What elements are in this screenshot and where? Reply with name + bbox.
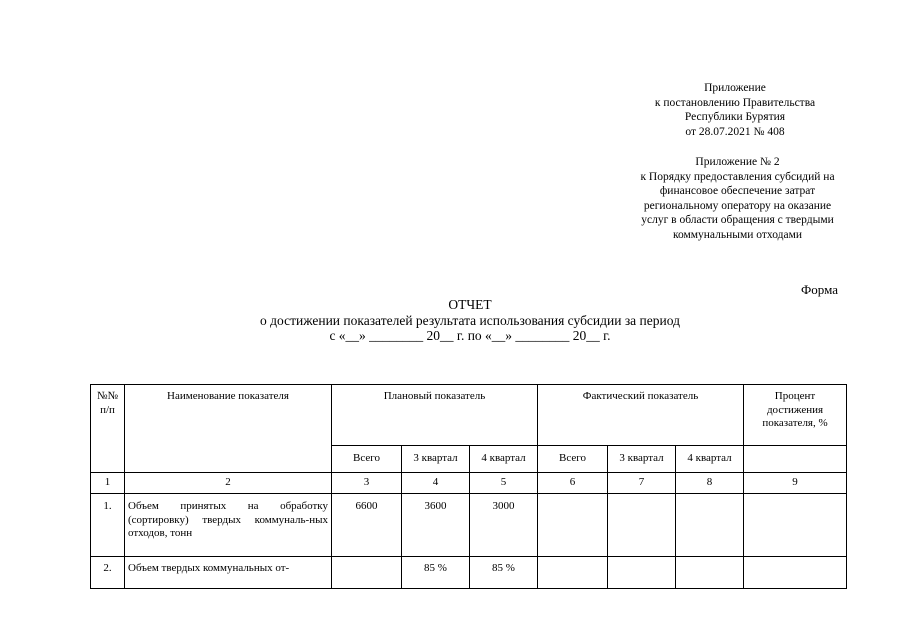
header-actual: Фактический показатель xyxy=(538,385,744,446)
column-number-row xyxy=(91,473,847,494)
header-planned: Плановый показатель xyxy=(332,385,538,446)
appendix-2-line: коммунальными отходами xyxy=(672,228,803,241)
sub-header-plan-q4: 4 квартал xyxy=(470,446,538,473)
row-percent xyxy=(744,557,847,589)
title-line-3: с «__» ________ 20__ г. по «__» ________ 20__ г. xyxy=(329,328,611,343)
appendix-1-line: от 28.07.2021 № 408 xyxy=(685,125,785,138)
appendix-1-block xyxy=(620,81,850,139)
title-line-1: ОТЧЕТ xyxy=(448,297,492,312)
row-fact-q3 xyxy=(608,557,676,589)
header-name: Наименование показателя xyxy=(125,385,332,473)
row-plan-q4: 3000 xyxy=(470,494,538,557)
appendix-2-line: услуг в области обращения с твердыми xyxy=(641,214,834,226)
column-number: 5 xyxy=(470,473,538,494)
row-fact-q4 xyxy=(676,557,744,589)
sub-header-plan-total: Всего xyxy=(332,446,402,473)
title-line-2: о достижении показателей результата использования субсидии за период xyxy=(260,312,680,328)
header-num: №№ п/п xyxy=(91,385,125,473)
row-fact-total xyxy=(538,557,608,589)
row-plan-q4: 85 % xyxy=(470,557,538,589)
table-row xyxy=(91,494,847,557)
table-row xyxy=(91,557,847,589)
sub-header-fact-q3: 3 квартал xyxy=(608,446,676,473)
report-table xyxy=(90,384,847,589)
column-number: 7 xyxy=(608,473,676,494)
appendix-2-line: региональному оператору на оказание xyxy=(643,199,832,212)
appendix-2-line: к Порядку предоставления субсидий на xyxy=(640,170,835,183)
row-fact-total xyxy=(538,494,608,557)
sub-header-fact-total: Всего xyxy=(538,446,608,473)
sub-header-percent-empty xyxy=(744,446,847,473)
appendix-1-line: Приложение xyxy=(704,82,766,94)
appendix-1-line: к постановлению Правительства xyxy=(654,96,816,109)
header-percent: Процент достижения показателя, % xyxy=(744,385,847,446)
appendix-2-line: финансовое обеспечение затрат xyxy=(659,185,816,197)
header-row xyxy=(91,385,847,446)
column-number: 4 xyxy=(402,473,470,494)
row-name: Объем твердых коммунальных от- xyxy=(125,557,332,589)
row-num: 1. xyxy=(91,494,125,557)
form-label: Форма xyxy=(801,282,838,297)
sub-header-fact-q4: 4 квартал xyxy=(676,446,744,473)
row-num: 2. xyxy=(91,557,125,589)
row-plan-q3: 85 % xyxy=(402,557,470,589)
row-fact-q3 xyxy=(608,494,676,557)
row-percent xyxy=(744,494,847,557)
row-plan-total xyxy=(332,557,402,589)
row-fact-q4 xyxy=(676,494,744,557)
column-number: 6 xyxy=(538,473,608,494)
report-title xyxy=(180,297,760,344)
sub-header-plan-q3: 3 квартал xyxy=(402,446,470,473)
appendix-2-line: Приложение № 2 xyxy=(695,156,780,168)
column-number: 2 xyxy=(125,473,332,494)
column-number: 3 xyxy=(332,473,402,494)
appendix-2-block xyxy=(615,155,860,242)
column-number: 8 xyxy=(676,473,744,494)
row-name: Объем принятых на обработку (сортировку) твердых коммуналь-ных отходов, тонн xyxy=(125,494,332,557)
column-number: 1 xyxy=(91,473,125,494)
appendix-1-line: Республики Бурятия xyxy=(684,111,786,123)
column-number: 9 xyxy=(744,473,847,494)
row-plan-q3: 3600 xyxy=(402,494,470,557)
row-plan-total: 6600 xyxy=(332,494,402,557)
